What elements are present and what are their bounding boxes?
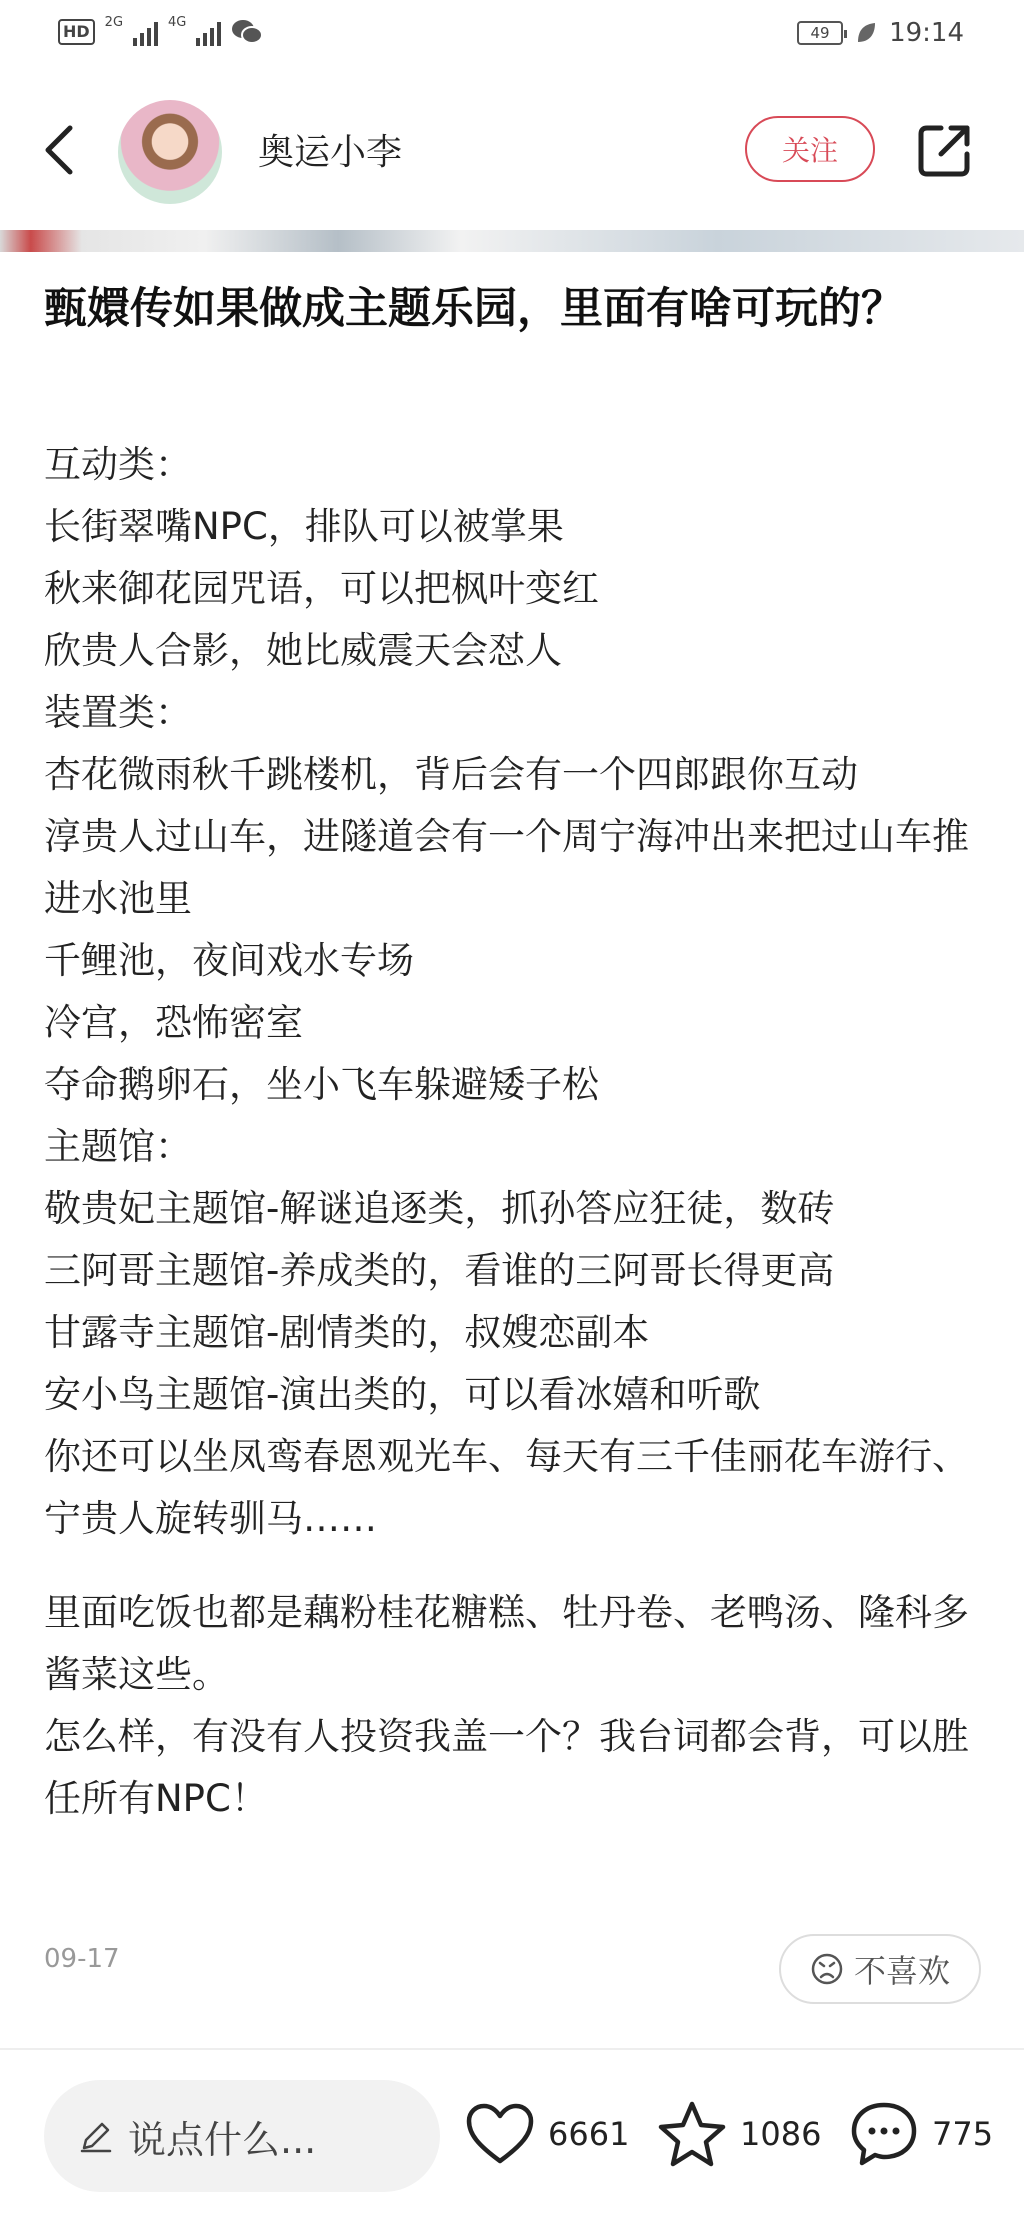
heart-icon — [464, 2101, 536, 2167]
paragraph-gap — [44, 1550, 994, 1582]
pencil-icon — [78, 2118, 114, 2154]
body-line: 互动类： — [44, 443, 192, 486]
status-left — [58, 14, 263, 46]
signal-icon-2 — [196, 18, 221, 46]
signal-icon — [133, 18, 158, 46]
body-line: 甘露寺主题馆-剧情类的，叔嫂恋副本 — [44, 1311, 650, 1354]
comment-placeholder: 说点什么... — [128, 2117, 317, 2162]
body-line: 三阿哥主题馆-养成类的，看谁的三阿哥长得更高 — [44, 1249, 835, 1292]
body-line: 装置类： — [44, 691, 192, 734]
avatar[interactable] — [118, 100, 222, 204]
share-icon[interactable] — [915, 120, 975, 180]
post-title: 甄嬛传如果做成主题乐园，里面有啥可玩的？ — [44, 284, 904, 334]
post-date: 09-17 — [44, 1944, 120, 1974]
leaf-icon — [855, 21, 877, 45]
body-line: 敬贵妃主题馆-解谜追逐类，抓孙答应狂徒，数砖 — [44, 1187, 835, 1230]
body-line: 长街翠嘴NPC，排队可以被掌果 — [44, 505, 564, 548]
like-count: 6661 — [548, 2115, 630, 2153]
author-name[interactable]: 奥运小李 — [258, 132, 403, 173]
body-line: 淳贵人过山车，进隧道会有一个周宁海冲出来把过山车推进水池里 — [44, 815, 969, 920]
body-line: 怎么样，有没有人投资我盖一个？我台词都会背，可以胜任所有NPC！ — [44, 1715, 969, 1820]
like-button[interactable] — [464, 2094, 629, 2174]
body-line: 欣贵人合影，她比威震天会怼人 — [44, 629, 562, 672]
image-preview-strip — [0, 230, 1024, 252]
body-line: 秋来御花园咒语，可以把枫叶变红 — [44, 567, 599, 610]
post-body — [44, 434, 994, 1830]
comment-count: 775 — [932, 2115, 994, 2153]
body-line: 里面吃饭也都是藕粉桂花糖糕、牡丹卷、老鸭汤、隆科多酱菜这些。 — [44, 1591, 969, 1696]
chat-bubble-icon — [848, 2099, 920, 2169]
status-right — [797, 18, 964, 48]
body-line: 千鲤池，夜间戏水专场 — [44, 939, 414, 982]
clock: 19:14 — [889, 18, 964, 48]
body-line: 冷宫，恐怖密室 — [44, 1001, 303, 1044]
network-4g-label: 4G — [168, 14, 187, 30]
comment-button[interactable] — [848, 2094, 993, 2174]
dislike-button[interactable] — [779, 1934, 981, 2004]
star-icon — [656, 2099, 728, 2169]
comment-input[interactable] — [44, 2080, 440, 2192]
wechat-icon — [231, 18, 263, 46]
body-line: 夺命鹅卵石，坐小飞车躲避矮子松 — [44, 1063, 599, 1106]
status-bar — [0, 0, 1024, 72]
body-line: 你还可以坐凤鸾春恩观光车、每天有三千佳丽花车游行、宁贵人旋转驯马…… — [44, 1435, 969, 1540]
body-line: 主题馆： — [44, 1125, 192, 1168]
back-arrow-icon[interactable] — [40, 122, 80, 178]
network-2g-label: 2G — [104, 14, 124, 30]
post-header — [0, 72, 1024, 230]
favorite-button[interactable] — [656, 2094, 821, 2174]
dislike-label: 不喜欢 — [853, 1952, 950, 1990]
favorite-count: 1086 — [740, 2115, 822, 2153]
battery-icon — [797, 21, 843, 45]
body-line: 安小鸟主题馆-演出类的，可以看冰嬉和听歌 — [44, 1373, 761, 1416]
battery-level: 49 — [810, 24, 830, 42]
hd-indicator: HD — [58, 19, 95, 45]
body-line: 杏花微雨秋千跳楼机，背后会有一个四郎跟你互动 — [44, 753, 858, 796]
bottom-action-bar — [0, 2050, 1024, 2219]
follow-button[interactable]: 关注 — [745, 116, 875, 182]
frown-icon — [810, 1952, 844, 1986]
